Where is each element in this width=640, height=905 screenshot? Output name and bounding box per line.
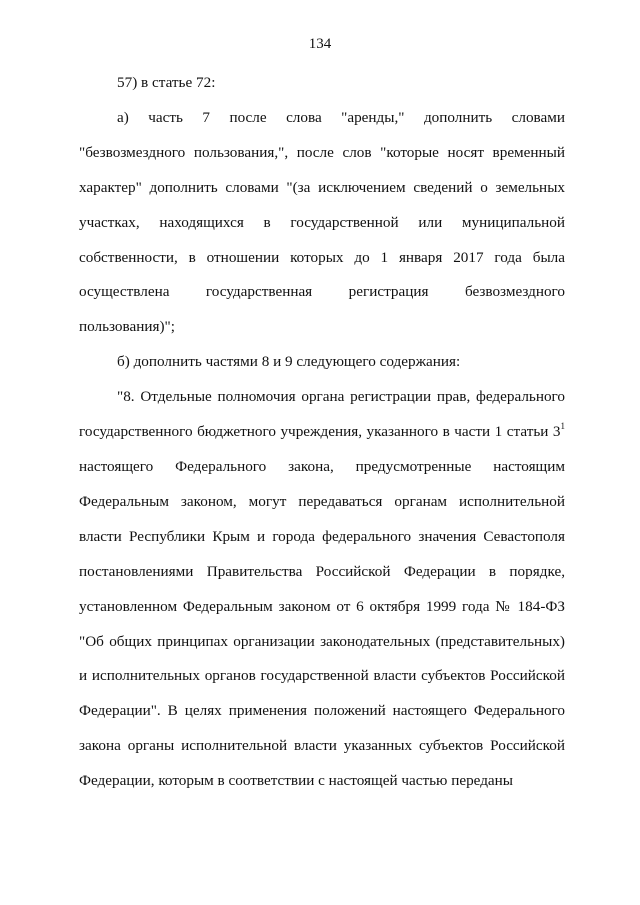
paragraph-subitem-a: а) часть 7 после слова "аренды," дополнить словами "безвозмездного пользования,", после слов "которые носят временный характер" дополнить словами "(за исключением сведений о земельных участках, находящихся в государственной или муниципальной собственности, в отношении которых до 1 января 2017 года была осуществлена государственная регистрация безвозмездного пользования)"; <box>79 108 565 336</box>
paragraph-part-8 <box>79 380 565 799</box>
part-8-text-start: "8. Отдельные полномочия органа регистрации прав, федерального государственного бюджетного учреждения, указанного в части 1 статьи 3 <box>79 388 565 441</box>
paragraph-subitem-b: б) дополнить частями 8 и 9 следующего содержания: <box>117 353 461 371</box>
page-number: 134 <box>308 36 332 52</box>
article-superscript: 1 <box>560 421 565 432</box>
part-8-text-continued: настоящего Федерального закона, предусмотренные настоящим Федеральным законом, могут передаваться органам исполнительной власти Республики Крым и города федерального значения Севастополя постановлениями Правительства Российской Федерации в порядке, установленном Федеральным законом от 6 октября 1999 года № 184-ФЗ "Об общих принципах организации законодательных (представительных) и исполнительных органов государственной власти субъектов Российской Федерации". В целях применения положений настоящего Федерального закона органы исполнительной власти указанных субъектов Российской Федерации, которым в соответствии с настоящей частью переданы <box>79 457 565 790</box>
document-body <box>79 66 565 799</box>
paragraph-item-57: 57) в статье 72: <box>117 74 216 91</box>
